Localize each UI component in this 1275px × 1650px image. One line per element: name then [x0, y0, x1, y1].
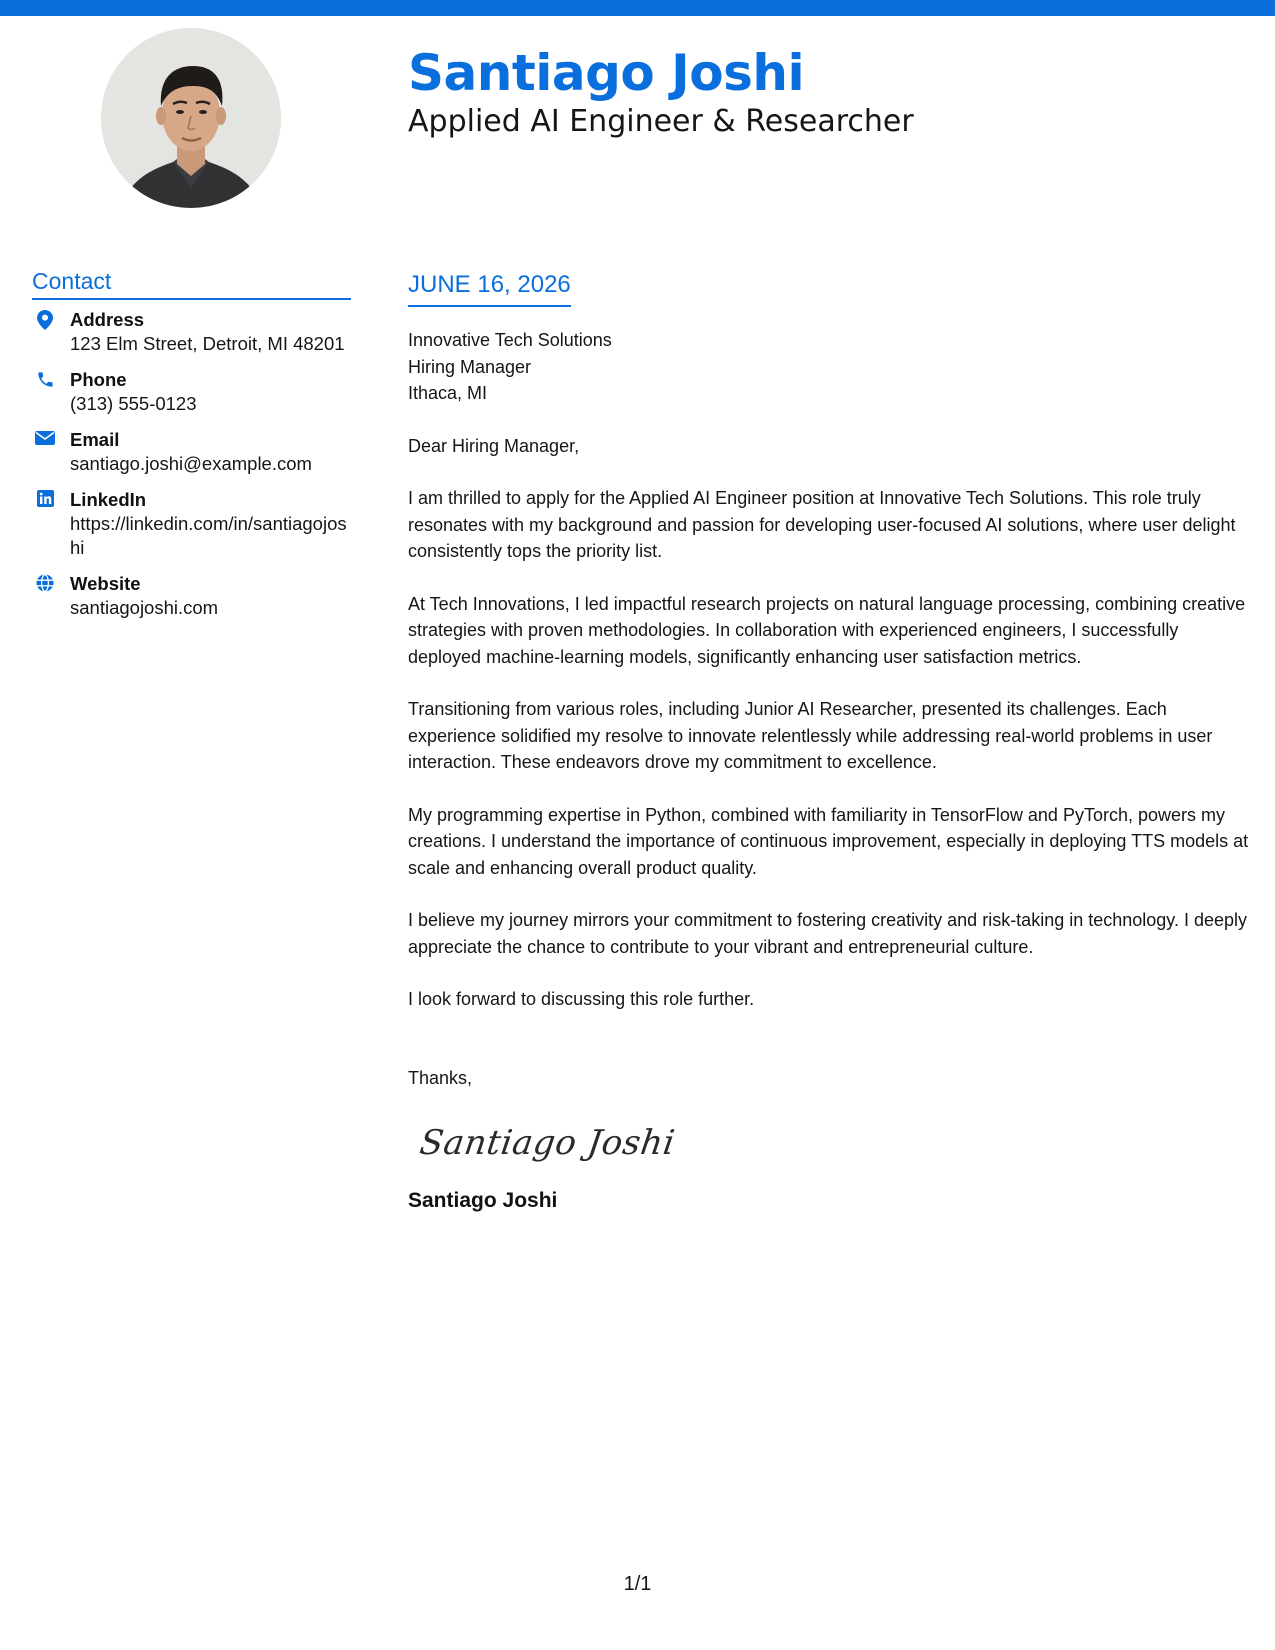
address-value: 123 Elm Street, Detroit, MI 48201: [70, 333, 345, 354]
paragraph: I am thrilled to apply for the Applied AI Engineer position at Innovative Tech Solutions. This role truly resonates with my background and passion for developing user-focused AI solutions, where user delight consistently tops the priority list.: [408, 488, 1236, 561]
signer-name: Santiago Joshi: [408, 1189, 558, 1212]
email-value[interactable]: santiago.joshi@example.com: [70, 453, 312, 474]
letter-body: [408, 327, 1253, 1215]
paragraph: Transitioning from various roles, including Junior AI Researcher, presented its challenges. Each experience solidified my resolve to innovate relentlessly while addressing real-world problems in user interaction. These endeavors drove my commitment to excellence.: [408, 699, 1213, 772]
paragraph: At Tech Innovations, I led impactful research projects on natural language processing, combining creative strategies with proven methodologies. In collaboration with experienced engineers, I successfully deployed machine-learning models, significantly enhancing user satisfaction metrics.: [408, 593, 1246, 667]
profile-photo: [101, 28, 281, 208]
contact-label: Phone: [70, 369, 127, 390]
paragraph: I believe my journey mirrors your commitment to fostering creativity and risk-taking in technology. I deeply appreciate the chance to contribute to your vibrant and entrepreneurial culture.: [408, 910, 1248, 957]
recipient-title: Hiring Manager: [408, 356, 532, 377]
contact-item-email: [32, 428, 362, 476]
contact-item-website: [32, 572, 362, 620]
applicant-headline: Applied AI Engineer & Researcher: [408, 104, 914, 139]
recipient-location: Ithaca, MI: [408, 383, 488, 403]
letter-date: JUNE 16, 2026: [408, 269, 571, 307]
map-pin-icon: [32, 310, 58, 336]
paragraph: My programming expertise in Python, combined with familiarity in TensorFlow and PyTorch, powers my creations. I understand the importance of continuous improvement, especially in deploying TTS models at scale and enhancing overall product quality.: [408, 804, 1249, 878]
closing: Thanks,: [408, 1067, 473, 1088]
globe-icon: [32, 574, 58, 600]
website-value[interactable]: santiagojoshi.com: [70, 597, 219, 618]
contact-item-phone: [32, 368, 362, 416]
phone-value: (313) 555-0123: [70, 393, 197, 414]
page-number: 1/1: [623, 1573, 652, 1595]
phone-icon: [32, 370, 58, 396]
contact-label: Website: [70, 573, 141, 594]
salutation: Dear Hiring Manager,: [408, 435, 580, 456]
contact-item-linkedin: [32, 488, 362, 560]
recipient-block: [408, 327, 1253, 407]
applicant-name: Santiago Joshi: [408, 44, 805, 102]
linkedin-icon: [32, 490, 58, 516]
contact-list: [32, 308, 362, 632]
paragraph: I look forward to discussing this role further.: [408, 989, 755, 1009]
contact-heading: Contact: [32, 266, 351, 300]
contact-label: LinkedIn: [70, 489, 147, 510]
contact-label: Email: [70, 429, 120, 450]
contact-label: Address: [70, 309, 145, 330]
envelope-icon: [32, 430, 58, 456]
top-accent-bar: [0, 0, 1275, 16]
linkedin-value[interactable]: https://linkedin.com/in/santiagojoshi: [70, 513, 347, 558]
signature-image: Santiago Joshi: [417, 1123, 678, 1163]
contact-item-address: [32, 308, 362, 356]
recipient-company: Innovative Tech Solutions: [408, 330, 612, 350]
